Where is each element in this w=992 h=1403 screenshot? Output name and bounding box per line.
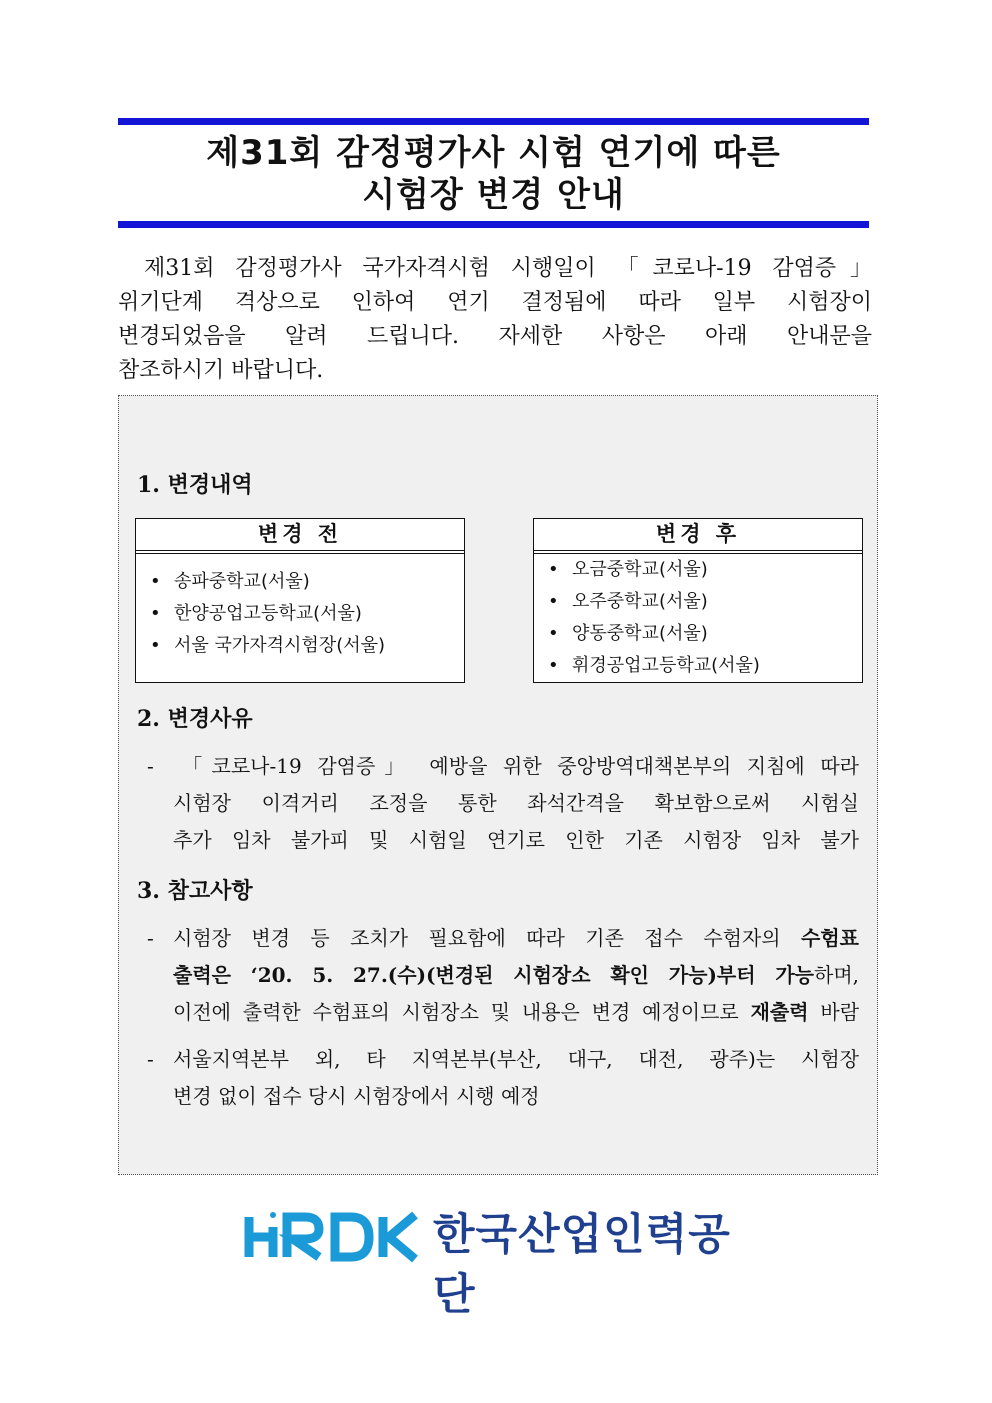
section-3-heading: 3. 참고사항 xyxy=(137,878,253,904)
list-item: • 송파중학교(서울) xyxy=(150,571,310,592)
before-table-header: 변경 전 xyxy=(136,519,464,554)
title-top-bar xyxy=(118,118,869,125)
section-3-item-2-line-2: 변경 없이 접수 당시 시험장에서 시행 예정 xyxy=(173,1084,540,1108)
section-2-heading: 2. 변경사유 xyxy=(137,706,253,732)
list-item: • 오주중학교(서울) xyxy=(548,591,708,612)
intro-paragraph xyxy=(118,252,872,388)
after-list xyxy=(534,554,862,682)
section-3-item-1-line-2: 출력은 ‘20. 5. 27.(수)(변경된 시험장소 확인 가능)부터 가능하며, xyxy=(173,963,859,987)
list-item: • 한양공업고등학교(서울) xyxy=(150,603,362,624)
after-table xyxy=(533,518,863,683)
list-item: • 오금중학교(서울) xyxy=(548,559,708,580)
hrdk-logo xyxy=(243,1205,763,1320)
section-2-body xyxy=(147,748,859,859)
title-bottom-bar xyxy=(118,221,869,228)
svg-text:HRDK: HRDK xyxy=(243,1205,247,1206)
section-3-body xyxy=(147,920,859,1115)
list-item: • 양동중학교(서울) xyxy=(548,623,708,644)
hrdk-logo-name: 한국산업인력공단 xyxy=(433,1210,731,1320)
before-table xyxy=(135,518,465,683)
intro-line-4: 참조하시기 바랍니다. xyxy=(118,358,324,383)
section-3-item-1-line-3: 이전에 출력한 수험표의 시험장소 및 내용은 변경 예정이므로 재출력 바람 xyxy=(173,1000,860,1024)
intro-line-1: 제31회 감정평가사 국가자격시험 시행일이 「코로나-19 감염증」 xyxy=(144,256,872,281)
page-title xyxy=(118,125,869,221)
before-list xyxy=(136,554,464,662)
section-2-line-2: 시험장 이격거리 조정을 통한 좌석간격을 확보함으로써 시험실 xyxy=(173,791,859,815)
intro-line-3: 변경되었음을 알려 드립니다. 자세한 사항은 아래 안내문을 xyxy=(118,324,872,349)
hrdk-logo-mark xyxy=(243,1205,423,1265)
title-line-1: 제31회 감정평가사 시험 연기에 따른 xyxy=(206,133,781,173)
title-block xyxy=(118,118,869,228)
section-3-item-1-line-1: - 시험장 변경 등 조치가 필요함에 따라 기존 접수 수험자의 수험표 xyxy=(147,926,859,950)
section-3-item-2-line-1: - 서울지역본부 외, 타 지역본부(부산, 대구, 대전, 광주)는 시험장 xyxy=(147,1047,859,1071)
after-table-header: 변경 후 xyxy=(534,519,862,554)
list-item: • 서울 국가자격시험장(서울) xyxy=(150,635,386,656)
intro-line-2: 위기단계 격상으로 인하여 연기 결정됨에 따라 일부 시험장이 xyxy=(118,290,872,315)
section-1-heading: 1. 변경내역 xyxy=(137,472,253,498)
section-2-line-3: 추가 임차 불가피 및 시험일 연기로 인한 기존 시험장 임차 불가 xyxy=(173,828,859,852)
section-2-line-1: - 「코로나-19 감염증」 예방을 위한 중앙방역대책본부의 지침에 따라 xyxy=(147,754,859,778)
list-item: • 휘경공업고등학교(서울) xyxy=(548,655,760,676)
notice-box xyxy=(118,395,878,1175)
title-line-2: 시험장 변경 안내 xyxy=(362,175,625,215)
